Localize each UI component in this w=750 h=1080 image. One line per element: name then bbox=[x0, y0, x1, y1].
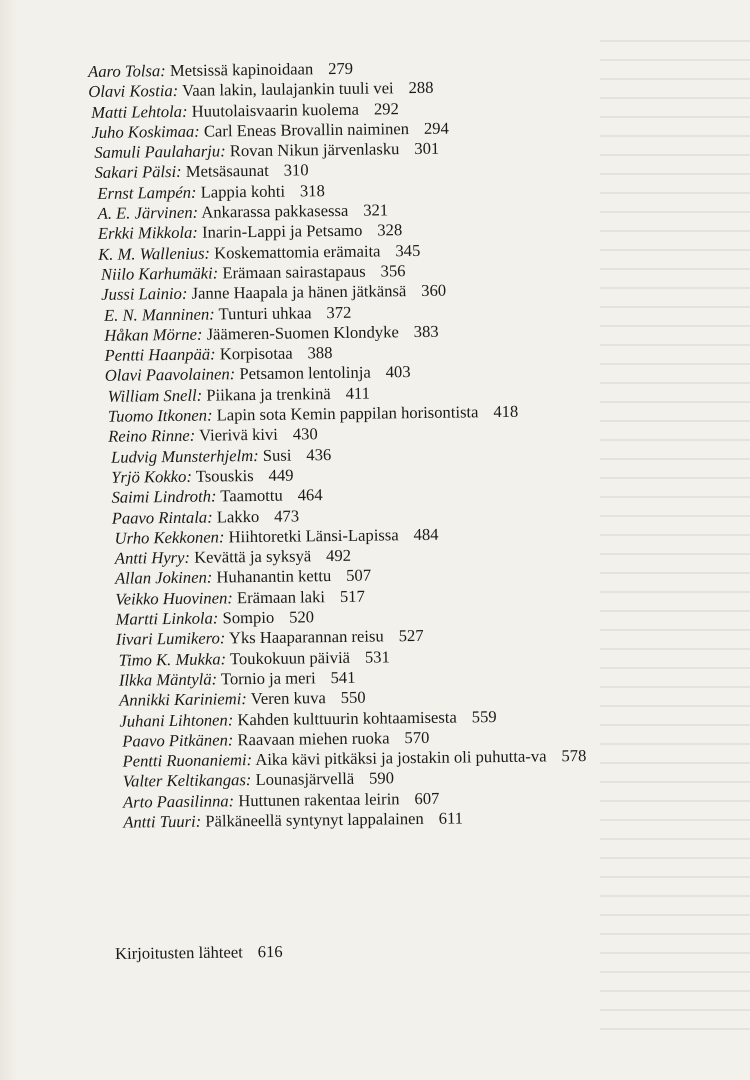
toc-page-number: 590 bbox=[368, 768, 395, 789]
toc-page-number: 527 bbox=[398, 626, 424, 646]
toc-author: Paavo Rintala: bbox=[111, 507, 213, 528]
toc-page-number: 473 bbox=[274, 505, 300, 526]
toc-page-number: 559 bbox=[471, 706, 497, 726]
toc-title: Huttunen rakentaa leirin bbox=[238, 788, 400, 810]
toc-page-number: 531 bbox=[364, 646, 390, 667]
toc-author: Ernst Lampén: bbox=[97, 182, 197, 203]
toc-page-number: 310 bbox=[283, 160, 309, 181]
toc-title: Aika kävi pitkäksi ja jostakin oli puhutta-va bbox=[255, 746, 547, 770]
toc-page-number: 345 bbox=[395, 240, 421, 260]
toc-author: Erkki Mikkola: bbox=[97, 223, 198, 244]
toc-title: Vierivä kivi bbox=[199, 425, 278, 446]
toc-page-number: 517 bbox=[339, 586, 365, 606]
toc-title: Kevättä ja syksyä bbox=[194, 546, 312, 567]
toc-title: Lappia kohti bbox=[200, 181, 286, 202]
toc-author: Tuomo Itkonen: bbox=[107, 405, 213, 426]
toc-title: Piikana ja trenkinä bbox=[206, 383, 331, 405]
toc-page-number: 436 bbox=[306, 444, 332, 465]
toc-author: Ludvig Munsterhjelm: bbox=[110, 445, 259, 467]
toc-page-number: 288 bbox=[408, 78, 434, 98]
table-of-contents bbox=[88, 55, 672, 833]
toc-title: Carl Eneas Brovallin naiminen bbox=[203, 118, 410, 141]
toc-page-number: 418 bbox=[493, 401, 519, 422]
toc-author: Antti Hyry: bbox=[114, 547, 191, 568]
toc-title: Erämaan laki bbox=[236, 586, 326, 607]
toc-author: Pentti Haanpää: bbox=[104, 344, 216, 365]
page-edge-shadow bbox=[0, 0, 18, 1080]
toc-title: Petsamon lentolinja bbox=[239, 363, 371, 384]
toc-page-number: 520 bbox=[289, 607, 315, 627]
toc-author: Håkan Mörne: bbox=[104, 324, 203, 345]
toc-page-number: 492 bbox=[325, 545, 352, 566]
toc-title: Kahden kulttuurin kohtaamisesta bbox=[237, 707, 457, 729]
toc-author: Olavi Kostia: bbox=[88, 81, 179, 102]
toc-author: Arto Paasilinna: bbox=[122, 790, 235, 812]
toc-title: Taamottu bbox=[220, 485, 283, 506]
toc-title: Jäämeren-Suomen Klondyke bbox=[206, 322, 399, 344]
toc-author: Yrjö Kokko: bbox=[111, 466, 193, 487]
toc-title: Vaan lakin, laulajankin tuuli vei bbox=[181, 78, 394, 101]
toc-page-number: 279 bbox=[328, 58, 354, 79]
toc-page-number: 541 bbox=[330, 667, 356, 687]
toc-title: Lapin sota Kemin pappilan horisontista bbox=[216, 402, 479, 425]
sources-line bbox=[115, 942, 283, 964]
toc-title: Tornio ja meri bbox=[220, 668, 316, 689]
toc-author: Jussi Lainio: bbox=[101, 284, 188, 305]
toc-title: Metsäsaunat bbox=[185, 161, 269, 182]
toc-author: Olavi Paavolainen: bbox=[104, 364, 236, 386]
toc-page-number: 383 bbox=[413, 321, 439, 341]
toc-author: A. E. Järvinen: bbox=[97, 202, 199, 223]
toc-title: Tunturi uhkaa bbox=[218, 302, 312, 323]
toc-author: Paavo Pitkänen: bbox=[122, 730, 234, 751]
toc-author: Aaro Tolsa: bbox=[88, 61, 166, 81]
toc-title: Metsissä kapinoidaan bbox=[169, 59, 314, 80]
toc-title: Lounasjärvellä bbox=[255, 769, 355, 790]
toc-page-number: 318 bbox=[299, 180, 325, 201]
toc-title: Toukokuun päiviä bbox=[229, 647, 351, 668]
toc-author: Iivari Lumikero: bbox=[115, 628, 226, 650]
toc-page-number: 578 bbox=[561, 746, 587, 766]
toc-title: Veren kuva bbox=[250, 688, 326, 709]
toc-page-number: 550 bbox=[340, 687, 366, 708]
toc-page-number: 403 bbox=[385, 362, 411, 382]
toc-page-number: 292 bbox=[373, 98, 399, 119]
toc-title: Susi bbox=[262, 445, 292, 465]
toc-page-number: 301 bbox=[414, 138, 440, 159]
toc-title: Raavaan miehen ruoka bbox=[237, 728, 390, 750]
toc-title: Rovan Nikun järvenlasku bbox=[229, 139, 400, 161]
toc-title: Huutolaisvaarin kuolema bbox=[191, 99, 360, 121]
toc-title: Janne Haapala ja hänen jätkänsä bbox=[191, 281, 407, 304]
toc-title: Inarin-Lappi ja Petsamo bbox=[201, 221, 363, 242]
toc-title: Lakko bbox=[216, 506, 260, 526]
toc-page-number: 484 bbox=[413, 524, 439, 544]
toc-title: Huhanantin kettu bbox=[216, 566, 332, 587]
toc-title: Sompio bbox=[222, 607, 275, 628]
toc-author: Juhani Lihtonen: bbox=[119, 709, 234, 731]
toc-title: Hiihtoretki Länsi-Lapissa bbox=[228, 525, 399, 547]
toc-author: Timo K. Mukka: bbox=[118, 648, 227, 670]
toc-author: Valter Keltikangas: bbox=[122, 770, 252, 792]
toc-author: Reino Rinne: bbox=[108, 426, 196, 447]
toc-author: Niilo Karhumäki: bbox=[100, 263, 219, 284]
toc-page-number: 411 bbox=[345, 383, 371, 403]
toc-author: K. M. Wallenius: bbox=[98, 243, 211, 264]
toc-page-number: 464 bbox=[297, 485, 323, 505]
toc-author: Saimi Lindroth: bbox=[111, 486, 217, 507]
toc-title: Ankarassa pakkasessa bbox=[201, 200, 349, 222]
sources-page-number: 616 bbox=[257, 941, 283, 962]
toc-title: Tsouskis bbox=[195, 465, 254, 486]
toc-page-number: 356 bbox=[380, 261, 406, 281]
toc-page-number: 570 bbox=[404, 727, 430, 747]
toc-title: Pälkäneellä syntynyt lappalainen bbox=[205, 808, 424, 831]
toc-page-number: 328 bbox=[377, 220, 403, 240]
toc-author: William Snell: bbox=[107, 385, 203, 406]
toc-author: Martti Linkola: bbox=[115, 608, 219, 629]
toc-page-number: 294 bbox=[423, 118, 449, 138]
toc-author: E. N. Manninen: bbox=[103, 304, 215, 325]
toc-title: Korpisotaa bbox=[219, 343, 293, 364]
toc-title: Yks Haaparannan reisu bbox=[228, 626, 384, 648]
toc-author: Veikko Huovinen: bbox=[115, 587, 233, 609]
toc-author: Juho Koskimaa: bbox=[91, 121, 200, 142]
toc-author: Ilkka Mäntylä: bbox=[118, 669, 218, 690]
toc-page-number: 372 bbox=[326, 302, 352, 322]
toc-author: Samuli Paulaharju: bbox=[94, 141, 226, 163]
toc-page-number: 388 bbox=[307, 343, 333, 363]
toc-author: Antti Tuuri: bbox=[123, 811, 202, 832]
toc-page-number: 321 bbox=[363, 200, 389, 220]
sources-label: Kirjoitusten lähteet bbox=[115, 942, 243, 963]
toc-author: Allan Jokinen: bbox=[114, 567, 213, 589]
toc-page-number: 449 bbox=[268, 465, 294, 485]
toc-author: Pentti Ruonaniemi: bbox=[122, 750, 253, 771]
toc-page-number: 611 bbox=[438, 808, 464, 828]
toc-author: Sakari Pälsi: bbox=[94, 162, 182, 183]
toc-author: Matti Lehtola: bbox=[91, 101, 188, 122]
toc-page-number: 360 bbox=[421, 280, 447, 301]
toc-title: Koskemattomia erämaita bbox=[214, 241, 381, 263]
toc-page-number: 430 bbox=[292, 424, 318, 444]
toc-author: Urho Kekkonen: bbox=[114, 527, 225, 548]
toc-title: Erämaan sairastapaus bbox=[222, 261, 366, 283]
toc-page-number: 507 bbox=[346, 566, 372, 586]
toc-author: Annikki Kariniemi: bbox=[119, 689, 247, 710]
toc-page-number: 607 bbox=[414, 788, 440, 808]
